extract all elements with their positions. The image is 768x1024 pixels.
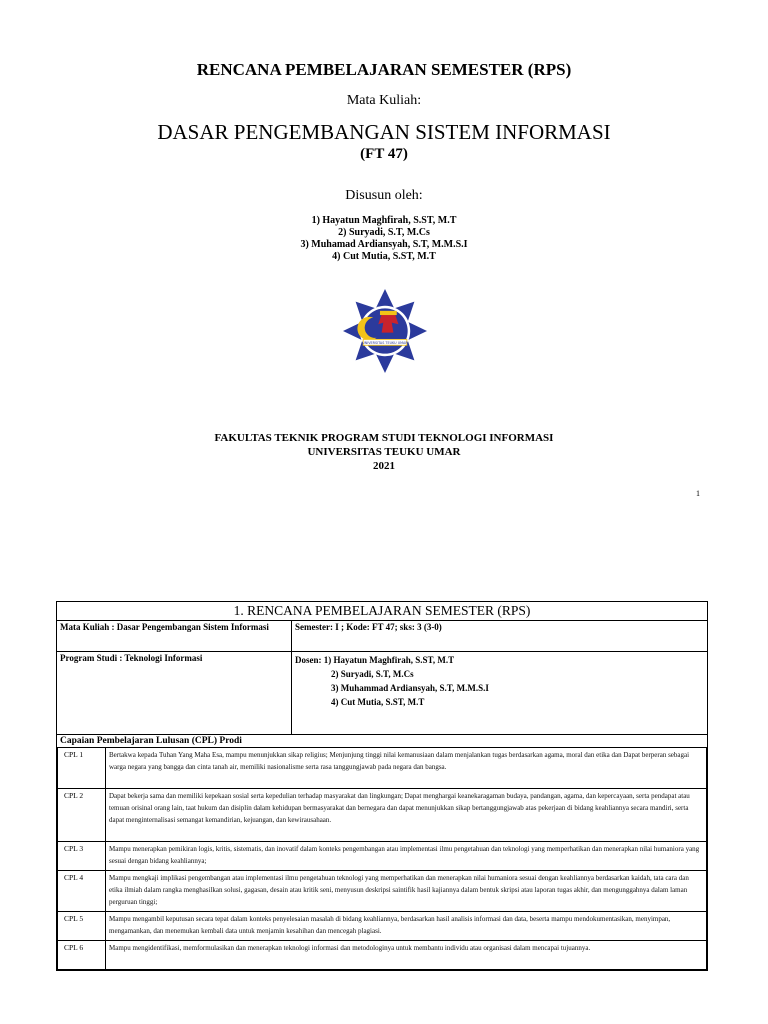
table-row	[58, 871, 707, 912]
dosen-item: 3) Muhammad Ardiansyah, S.T, M.M.S.I	[331, 683, 489, 693]
faculty-name: FAKULTAS TEKNIK PROGRAM STUDI TEKNOLOGI INFORMASI	[214, 432, 554, 444]
cpl-code: CPL 4	[58, 871, 106, 912]
table-row	[58, 941, 707, 970]
author-item: 2) Suryadi, S.T, M.Cs	[338, 227, 430, 238]
cpl-heading: Capaian Pembelajaran Lulusan (CPL) Prodi	[60, 736, 242, 746]
cpl-description: Bertakwa kepada Tuhan Yang Maha Esa, mampu menunjukkan sikap religius; Menjunjung tinggi nilai kemanusiaan dalam menjalankan tugas berdasarkan agama, moral dan etika dan Dapat berperan sebagai warga negara yang bangga dan cinta tanah air, memiliki nasionalisme serta rasa tanggungjawab pada negara dan bangsa.	[106, 748, 707, 789]
author-item: 4) Cut Mutia, S.ST, M.T	[332, 251, 436, 262]
cpl-description: Mampu mengkaji implikasi pengembangan atau implementasi ilmu pengetahuan teknologi yang memperhatikan dan menerapkan nilai humaniora sesuai dengan keahliannya berdasarkan kaidah, tata cara dan etika ilmiah dalam rangka menghasilkan solusi, gagasan, desain atau kritik seni, menyusun deskripsi saintifik hasil kajiannya dalam bentuk skripsi atau laporan tugas akhir, dan mengunggahnya dalam laman perguruan tinggi;	[106, 871, 707, 912]
dosen-item: 4) Cut Mutia, S.ST, M.T	[331, 697, 425, 707]
dosen-item: 2) Suryadi, S.T, M.Cs	[331, 669, 414, 679]
mata-kuliah-cell: Mata Kuliah : Dasar Pengembangan Sistem Informasi	[57, 621, 292, 652]
cpl-code: CPL 5	[58, 912, 106, 941]
dosen-cell	[292, 652, 708, 735]
cpl-table	[57, 747, 707, 970]
course-name: DASAR PENGEMBANGAN SISTEM INFORMASI	[157, 120, 611, 144]
dosen-item: 1) Hayatun Maghfirah, S.ST, M.T	[323, 655, 455, 665]
cpl-description: Mampu mengidentifikasi, memformulasikan dan menerapkan teknologi informasi dan metodologinya untuk membantu individu atau organisasi dalam mencapai tujuannya.	[106, 941, 707, 970]
dosen-label: Dosen:	[295, 655, 322, 665]
cpl-code: CPL 1	[58, 748, 106, 789]
cpl-description: Mampu menerapkan pemikiran logis, kritis, sistematis, dan inovatif dalam konteks pengembangan atau implementasi ilmu pengetahuan dan teknologi yang memperhatikan dan menerapkan nilai humaniora yang sesuai dengan bidang keahliannya;	[106, 842, 707, 871]
author-item: 1) Hayatun Maghfirah, S.ST, M.T	[311, 215, 457, 226]
year: 2021	[373, 460, 395, 472]
rps-table	[56, 601, 708, 971]
author-list	[0, 215, 768, 263]
university-name: UNIVERSITAS TEUKU UMAR	[307, 446, 461, 458]
institution-block	[0, 431, 768, 473]
table-row	[58, 842, 707, 871]
cpl-description: Mampu mengambil keputusan secara tepat dalam konteks penyelesaian masalah di bidang keahliannya, berdasarkan hasil analisis informasi dan data, beserta mampu mendokumentasikan, menyimpan, mengamankan, dan menemukan kembali data untuk menjamin kesahihan dan mencegah plagiasi.	[106, 912, 707, 941]
cpl-code: CPL 3	[58, 842, 106, 871]
course-code: (FT 47)	[360, 146, 408, 162]
document-title: RENCANA PEMBELAJARAN SEMESTER (RPS)	[196, 60, 572, 79]
page-number: 1	[696, 489, 700, 498]
university-logo	[343, 289, 427, 373]
table-row	[58, 748, 707, 789]
program-studi-cell: Program Studi : Teknologi Informasi	[57, 652, 292, 735]
semester-cell: Semester: I ; Kode: FT 47; sks: 3 (3-0)	[292, 621, 708, 652]
course-label: Mata Kuliah:	[346, 93, 422, 108]
cpl-code: CPL 6	[58, 941, 106, 970]
cpl-section	[57, 735, 708, 971]
logo-ribbon-text: UNIVERSITAS TEUKU UMAR	[362, 341, 408, 346]
author-item: 3) Muhamad Ardiansyah, S.T, M.M.S.I	[300, 239, 468, 250]
table-row	[58, 789, 707, 842]
rps-heading: 1. RENCANA PEMBELAJARAN SEMESTER (RPS)	[57, 602, 708, 621]
cpl-code: CPL 2	[58, 789, 106, 842]
table-row	[58, 912, 707, 941]
cpl-description: Dapat bekerja sama dan memiliki kepekaan sosial serta kepedulian terhadap masyarakat dan lingkungan; Dapat menghargai keanekaragaman budaya, pandangan, agama, dan kepercayaan, serta pendapat atau temuan orisinal orang lain, taat hukum dan disiplin dalam kehidupan bermasyarakat dan bernegara dan dapat menunjukkan sikap bertanggungjawab atas pekerjaan di bidang keahliannya secara mandiri, serta dapat menginternalisasi semangat kemandirian, kejuangan, dan kewirausahaan.	[106, 789, 707, 842]
prepared-by-label: Disusun oleh:	[345, 188, 423, 203]
